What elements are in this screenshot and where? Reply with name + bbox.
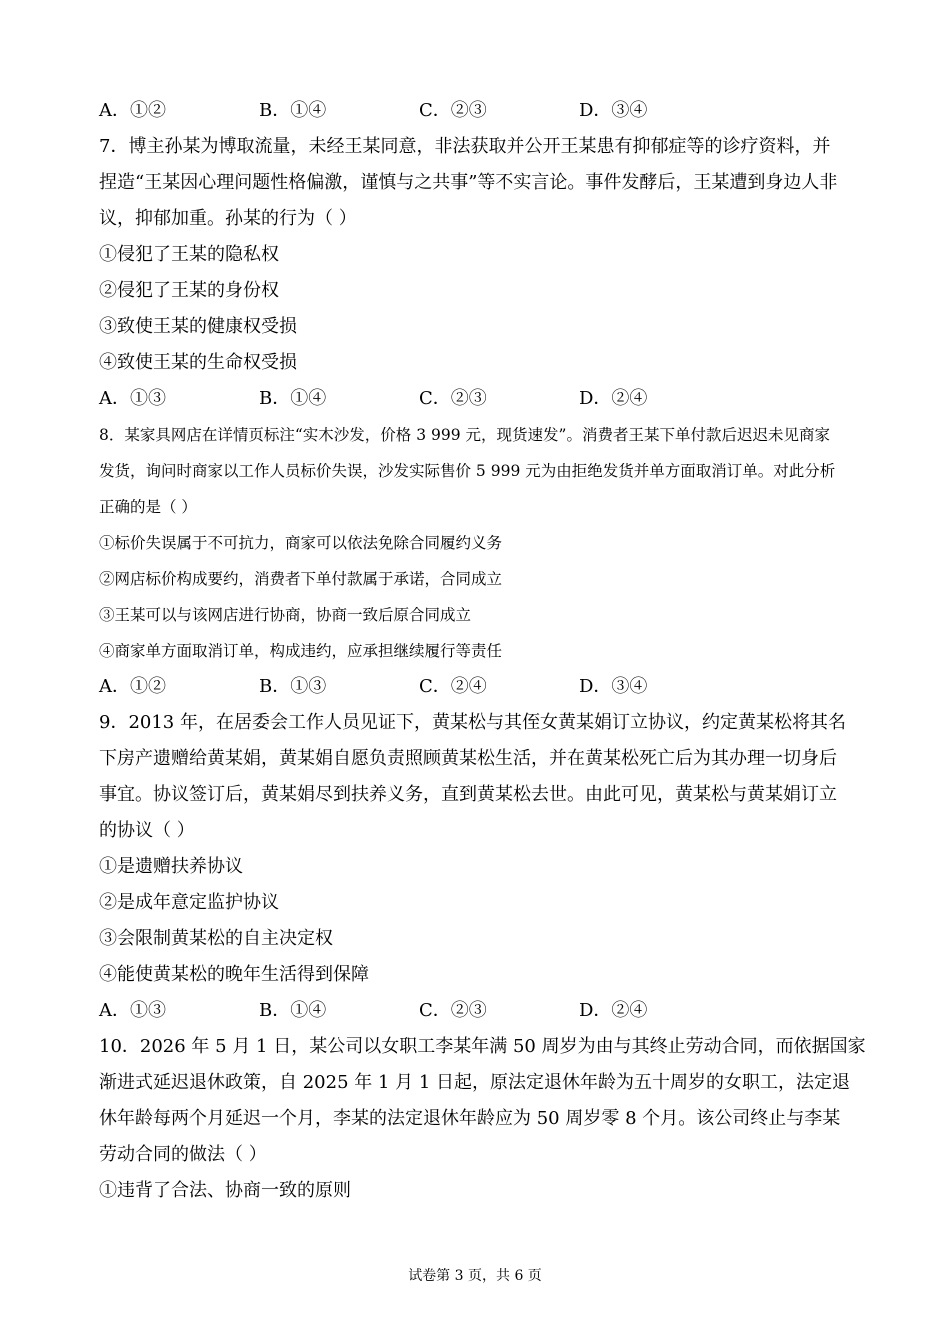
statement: ②侵犯了王某的身份权 xyxy=(99,280,279,301)
statement: ①侵犯了王某的隐私权 xyxy=(99,244,279,265)
statement: ②是成年意定监护协议 xyxy=(99,892,279,913)
question-stem-line: 正确的是（ ） xyxy=(99,498,197,516)
q7-options xyxy=(99,381,855,417)
option-c: C．②③ xyxy=(419,388,487,409)
q8-options xyxy=(99,669,855,705)
option-d: D．②④ xyxy=(579,388,648,409)
question-stem-line: 的协议（ ） xyxy=(99,820,195,841)
question-stem-line: 议，抑郁加重。孙某的行为（ ） xyxy=(99,208,357,229)
question-stem-line: 7．博主孙某为博取流量，未经王某同意，非法获取并公开王某患有抑郁症等的诊疗资料，并 xyxy=(99,136,831,157)
statement: ①是遗赠扶养协议 xyxy=(99,856,243,877)
statement: ②网店标价构成要约，消费者下单付款属于承诺，合同成立 xyxy=(99,570,503,588)
statement: ③致使王某的健康权受损 xyxy=(99,316,297,337)
exam-page xyxy=(99,93,866,1209)
option-c: C．②③ xyxy=(419,100,487,121)
question-stem-line: 8．某家具网店在详情页标注“实木沙发，价格 3 999 元，现货速发”。消费者王某下单付款后迟迟未见商家 xyxy=(99,426,830,444)
statement: ③王某可以与该网店进行协商，协商一致后原合同成立 xyxy=(99,606,472,624)
option-a: A．①③ xyxy=(99,1000,166,1021)
question-stem-line: 事宜。协议签订后，黄某娟尽到扶养义务，直到黄某松去世。由此可见，黄某松与黄某娟订立 xyxy=(99,784,837,805)
question-stem-line: 劳动合同的做法（ ） xyxy=(99,1144,267,1165)
option-d: D．③④ xyxy=(579,100,648,121)
option-a: A．①② xyxy=(99,676,166,697)
page-footer: 试卷第 3 页，共 6 页 xyxy=(408,1268,542,1284)
question-stem-line: 休年龄每两个月延迟一个月，李某的法定退休年龄应为 50 周岁零 8 个月。该公司终止与李某 xyxy=(99,1108,841,1129)
option-b: B．①④ xyxy=(259,388,327,409)
question-7 xyxy=(99,129,855,417)
statement: ④致使王某的生命权受损 xyxy=(99,352,297,373)
statement: ①标价失误属于不可抗力，商家可以依法免除合同履约义务 xyxy=(99,534,503,552)
question-9 xyxy=(99,705,855,1029)
statement: ④商家单方面取消订单，构成违约，应承担继续履行等责任 xyxy=(99,642,503,660)
statement: ①违背了合法、协商一致的原则 xyxy=(99,1180,351,1201)
option-b: B．①④ xyxy=(259,1000,327,1021)
question-stem-line: 捏造“王某因心理问题性格偏激，谨慎与之共事”等不实言论。事件发酵后，王某遭到身边人非 xyxy=(99,172,838,193)
option-d: D．②④ xyxy=(579,1000,648,1021)
q6-options xyxy=(99,93,855,129)
option-c: C．②④ xyxy=(419,676,487,697)
question-stem-line: 下房产遗赠给黄某娟，黄某娟自愿负责照顾黄某松生活，并在黄某松死亡后为其办理一切身后 xyxy=(99,748,837,769)
question-stem-line: 9．2013 年，在居委会工作人员见证下，黄某松与其侄女黄某娟订立协议，约定黄某松将其名 xyxy=(99,712,846,733)
option-c: C．②③ xyxy=(419,1000,487,1021)
option-b: B．①④ xyxy=(259,100,327,121)
question-8 xyxy=(99,417,855,705)
option-d: D．③④ xyxy=(579,676,648,697)
question-stem-line: 发货，询问时商家以工作人员标价失误，沙发实际售价 5 999 元为由拒绝发货并单方面取消订单。对此分析 xyxy=(99,462,836,480)
option-b: B．①③ xyxy=(259,676,327,697)
q9-options xyxy=(99,993,855,1029)
option-a: A．①③ xyxy=(99,388,166,409)
statement: ④能使黄某松的晚年生活得到保障 xyxy=(99,964,369,985)
option-a: A．①② xyxy=(99,100,166,121)
question-stem-line: 渐进式延迟退休政策，自 2025 年 1 月 1 日起，原法定退休年龄为五十周岁的女职工，法定退 xyxy=(99,1072,851,1093)
statement: ③会限制黄某松的自主决定权 xyxy=(99,928,333,949)
question-10 xyxy=(99,1029,866,1209)
question-stem-line: 10．2026 年 5 月 1 日，某公司以女职工李某年满 50 周岁为由与其终止劳动合同，而依据国家 xyxy=(99,1036,866,1057)
